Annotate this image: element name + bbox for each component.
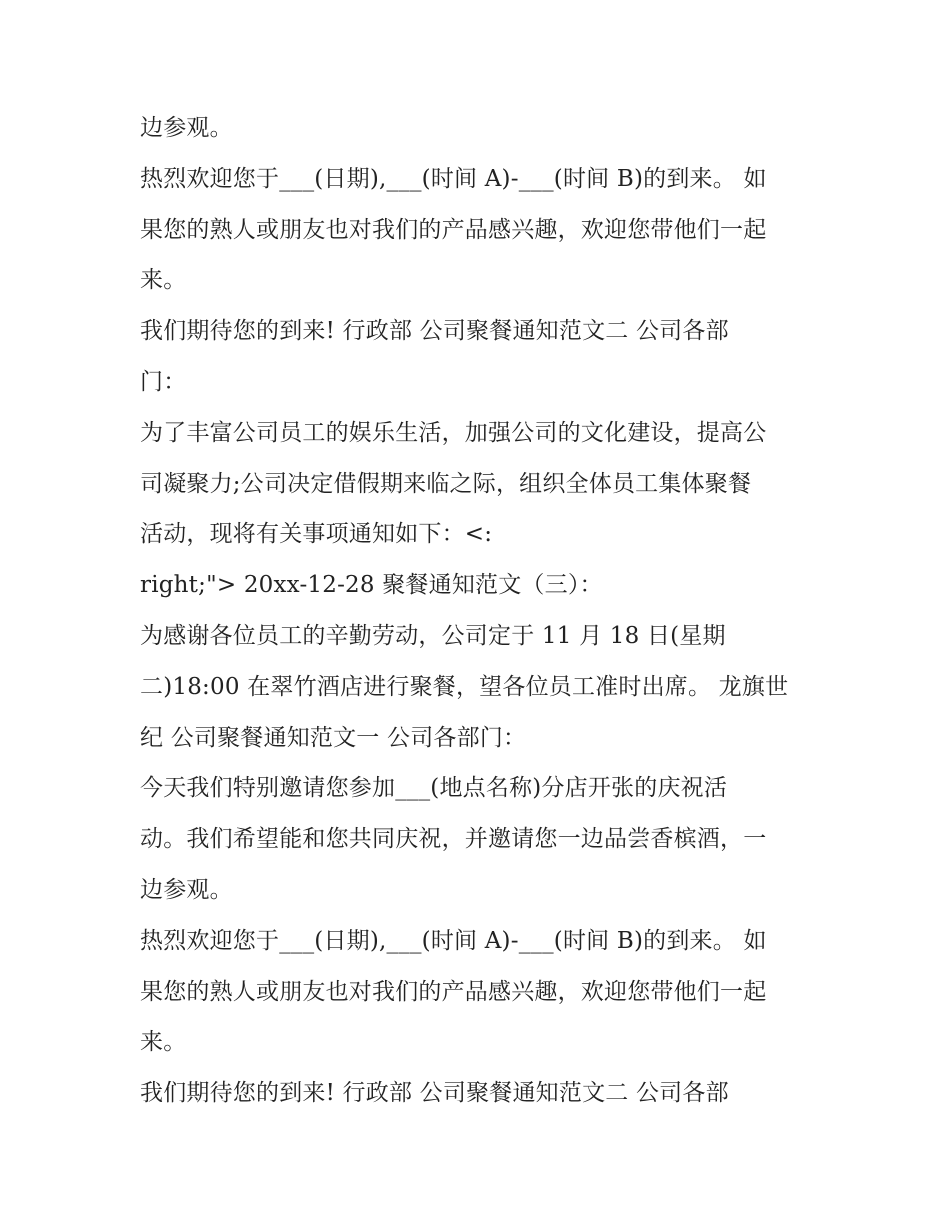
text-line: 来。 <box>140 267 187 294</box>
text-line: 来。 <box>140 1029 187 1056</box>
text-line: 为了丰富公司员工的娱乐生活，加强公司的文化建设，提高公 <box>140 419 767 446</box>
text-line: 门： <box>140 368 187 395</box>
text-line: 二)18:00 在翠竹酒店进行聚餐，望各位员工准时出席。 龙旗世 <box>140 673 789 700</box>
text-line: 我们期待您的到来! 行政部 公司聚餐通知范文二 公司各部 <box>140 1080 729 1107</box>
text-line: 活动，现将有关事项通知如下：<: <box>140 521 493 548</box>
text-line: 果您的熟人或朋友也对我们的产品感兴趣，欢迎您带他们一起 <box>140 216 767 243</box>
text-line: 热烈欢迎您于___(日期),___(时间 A)-___(时间 B)的到来。 如 <box>140 927 767 954</box>
text-line: 动。我们希望能和您共同庆祝，并邀请您一边品尝香槟酒，一 <box>140 826 767 853</box>
text-line: 果您的熟人或朋友也对我们的产品感兴趣，欢迎您带他们一起 <box>140 978 767 1005</box>
text-line: 热烈欢迎您于___(日期),___(时间 A)-___(时间 B)的到来。 如 <box>140 165 767 192</box>
text-line: 今天我们特别邀请您参加___(地点名称)分店开张的庆祝活 <box>140 775 728 802</box>
text-line: 司凝聚力;公司决定借假期来临之际，组织全体员工集体聚餐 <box>140 470 752 497</box>
text-line: 为感谢各位员工的辛勤劳动，公司定于 11 月 18 日(星期 <box>140 622 726 649</box>
text-line: 我们期待您的到来! 行政部 公司聚餐通知范文二 公司各部 <box>140 318 729 345</box>
document-body <box>140 103 820 1119</box>
text-line: 边参观。 <box>140 115 233 141</box>
text-line: 纪 公司聚餐通知范文一 公司各部门： <box>140 724 527 751</box>
text-line: 边参观。 <box>140 876 233 903</box>
text-line: right;"> 20xx-12-28 聚餐通知范文（三）： <box>140 572 603 599</box>
